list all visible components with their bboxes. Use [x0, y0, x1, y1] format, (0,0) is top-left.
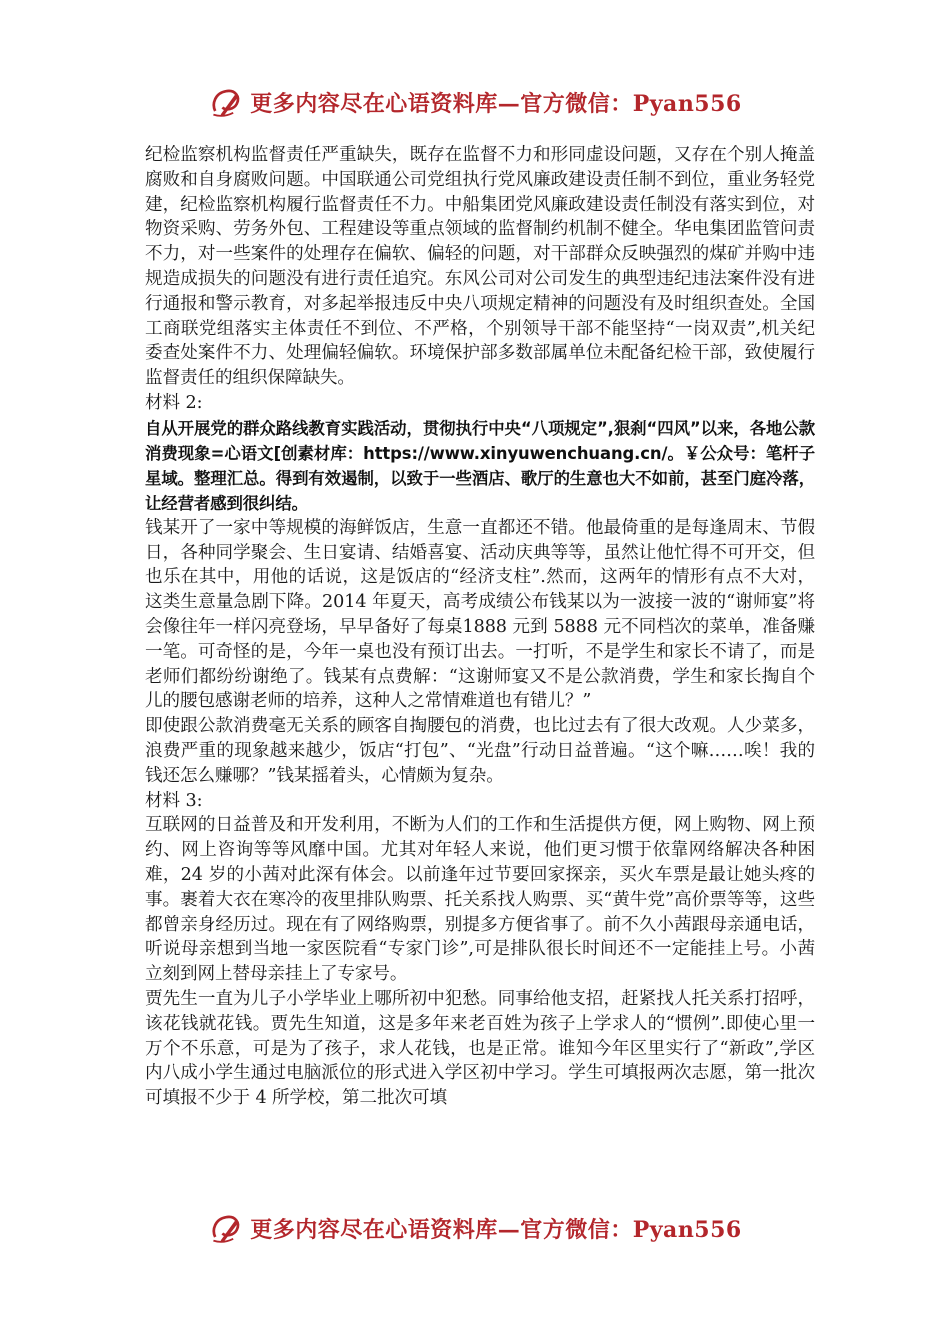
pen-swirl-logo-icon: [208, 1210, 244, 1246]
paragraph-2: 自从开展党的群众路线教育实践活动，贯彻执行中央“八项规定”,狠刹“四风”以来，各地公款消费现象=心语文[创素材库：https://www.xinyuwenchuang.cn/。￥公众号：笔杆子星域。整理汇总。得到有效遏制，以致于一些酒店、歌厅的生意也大不如前，甚至门庭冷落，让经营者感到很纠结。: [145, 418, 815, 513]
paragraph-1: 纪检监察机构监督责任严重缺失，既存在监督不力和形同虚设问题，又存在个别人掩盖腐败和自身腐败问题。中国联通公司党组执行党风廉政建设责任制不到位，重业务轻党建，纪检监察机构履行监督责任不力。中船集团党风廉政建设责任制没有落实到位，对物资采购、劳务外包、工程建设等重点领域的监督制约机制不健全。华电集团监管问责不力，对一些案件的处理存在偏软、偏轻的问题，对干部群众反映强烈的煤矿并购中违规造成损失的问题没有进行责任追究。东风公司对公司发生的典型违纪违法案件没有进行通报和警示教育，对多起举报违反中央八项规定精神的问题没有及时组织查处。全国工商联党组落实主体责任不到位、不严格，个别领导干部不能坚持“一岗双责”,机关纪委查处案件不力、处理偏轻偏软。环境保护部多数部属单位未配备纪检干部，致使履行监督责任的组织保障缺失。: [145, 145, 815, 389]
document-body: [145, 143, 815, 1111]
paragraph-6: 贾先生一直为儿子小学毕业上哪所初中犯愁。同事给他支招，赶紧找人托关系打招呼，该花钱就花钱。贾先生知道，这是多年来老百姓为孩子上学求人的“惯例”.即使心里一万个不乐意，可是为了孩子，求人花钱，也是正常。谁知今年区里实行了“新政”,学区内八成小学生通过电脑派位的形式进入学区初中学习。学生可填报两次志愿，第一批次可填报不少于 4 所学校，第二批次可填: [145, 988, 815, 1109]
paragraph-5: 互联网的日益普及和开发利用，不断为人们的工作和生活提供方便，网上购物、网上预约、网上咨询等等风靡中国。尤其对年轻人来说，他们更习惯于依靠网络解决各种困难，24 岁的小茜对此深有体会。以前逢年过节要回家探亲，买火车票是最让她头疼的事。裹着大衣在寒冷的夜里排队购票、托关系找人购票、买“黄牛党”高价票等等，这些都曾亲身经历过。现在有了网络购票，别提多方便省事了。前不久小茜跟母亲通电话，听说母亲想到当地一家医院看“专家门诊”,可是排队很长时间还不一定能挂上号。小茜立刻到网上替母亲挂上了专家号。: [145, 815, 815, 985]
banner-text: 更多内容尽在心语资料库—官方微信：Pyan556: [250, 90, 742, 117]
section-label-3: 材料 3:: [145, 790, 203, 811]
pen-swirl-logo-icon: [208, 84, 244, 120]
section-label-2: 材料 2:: [145, 392, 203, 413]
header-banner: [0, 82, 950, 122]
paragraph-3: 钱某开了一家中等规模的海鲜饭店，生意一直都还不错。他最倚重的是每逢周末、节假日，各种同学聚会、生日宴请、结婚喜宴、活动庆典等等，虽然让他忙得不可开交，但也乐在其中，用他的话说，这是饭店的“经济支柱”.然而，这两年的情形有点不大对，这类生意量急剧下降。2014 年夏天，高考成绩公布钱某以为一波接一波的“谢师宴”将会像往年一样闪亮登场，早早备好了每桌1888 元到 5888 元不同档次的菜单，准备赚一笔。可奇怪的是，今年一桌也没有预订出去。一打听，不是学生和家长不请了，而是老师们都纷纷谢绝了。钱某有点费解：“这谢师宴又不是公款消费，学生和家长掏自个儿的腰包感谢老师的培养，这种人之常情难道也有错儿？”: [145, 517, 815, 712]
footer-banner: [0, 1208, 950, 1248]
banner-text: 更多内容尽在心语资料库—官方微信：Pyan556: [250, 1216, 742, 1243]
paragraph-4: 即使跟公款消费毫无关系的顾客自掏腰包的消费，也比过去有了很大改观。人少菜多，浪费严重的现象越来越少，饭店“打包”、“光盘”行动日益普遍。“这个嘛……唉！我的钱还怎么赚哪？”钱某摇着头，心情颇为复杂。: [145, 716, 815, 786]
